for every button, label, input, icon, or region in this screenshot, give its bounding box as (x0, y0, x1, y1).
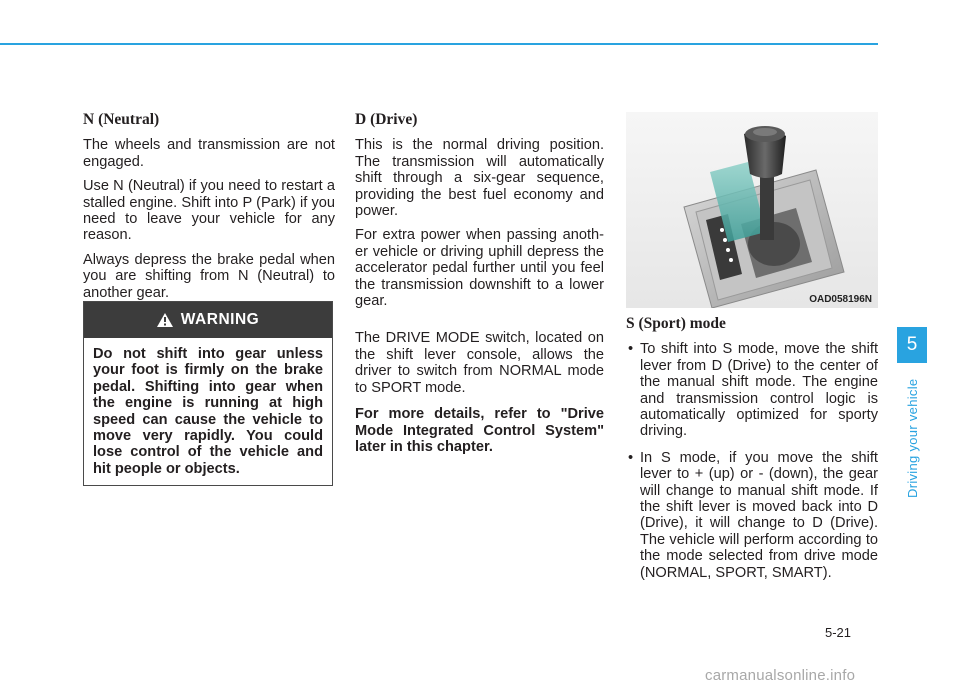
neutral-paragraph: Use N (Neutral) if you need to restart a stalled engine. Shift into P (Park) if you need to leave your vehicle for any reason. (83, 178, 335, 244)
page-number: 5-21 (825, 625, 852, 640)
sport-list (626, 341, 878, 581)
neutral-paragraph: Always depress the brake pedal when you are shifting from N (Neutral) to another gear. (83, 251, 335, 301)
sport-section (626, 316, 878, 591)
neutral-section (83, 112, 335, 309)
drive-paragraph: For extra power when passing anoth-er vehicle or driving uphill depress the accelerator pedal further until you feel the transmission downshift to a lower gear. (355, 227, 604, 310)
sport-bullet: • To shift into S mode, move the shift lever from D (Drive) to the center of the manual shift mode. The engine and transmission control logic is automatically optimized for sporty driving. (626, 341, 878, 439)
drive-paragraph: The DRIVE MODE switch, located on the shift lever console, allows the driver to switch from NORMAL mode to SPORT mode. (355, 330, 604, 396)
drive-paragraph: This is the normal driving position. The transmission will automatically shift through a six-gear sequence, providing the best fuel economy and power. (355, 137, 604, 220)
sport-bullet: • In S mode, if you move the shift lever to + (up) or - (down), the gear will change to manual shift mode. If the shift lever is moved back into D (Drive), it will change to D (Drive). The vehicle will perform according to the mode selected from drive mode (NORMAL, SPORT, SMART). (626, 450, 878, 581)
drive-reference: For more details, refer to "Drive Mode Integrated Control System" later in this chapter. (355, 406, 604, 455)
drive-heading: D (Drive) (355, 111, 418, 128)
neutral-paragraph: The wheels and transmission are not engaged. (83, 137, 335, 170)
chapter-label: Driving your vehicle (905, 378, 920, 498)
neutral-heading: N (Neutral) (83, 111, 160, 128)
sport-heading: S (Sport) mode (626, 315, 726, 332)
warning-triangle-icon (157, 313, 173, 327)
warning-box (83, 301, 333, 486)
top-rule (0, 43, 878, 45)
drive-section (355, 112, 604, 463)
figure-caption: OAD058196N (809, 294, 872, 305)
chapter-tab (897, 327, 927, 363)
shift-lever-illustration (626, 112, 878, 308)
warning-header (84, 302, 332, 338)
warning-title: WARNING (180, 311, 260, 328)
watermark: carmanualsonline.info (705, 667, 856, 684)
chapter-number: 5 (906, 334, 918, 355)
warning-text: Do not shift into gear unless your foot is firmly on the brake pedal. Shifting into gear when the engine is running at high speed can cause the vehicle to move very rapidly. You could lose control of the vehicle and hit people or objects. (93, 346, 323, 477)
shift-lever-figure (626, 112, 878, 308)
